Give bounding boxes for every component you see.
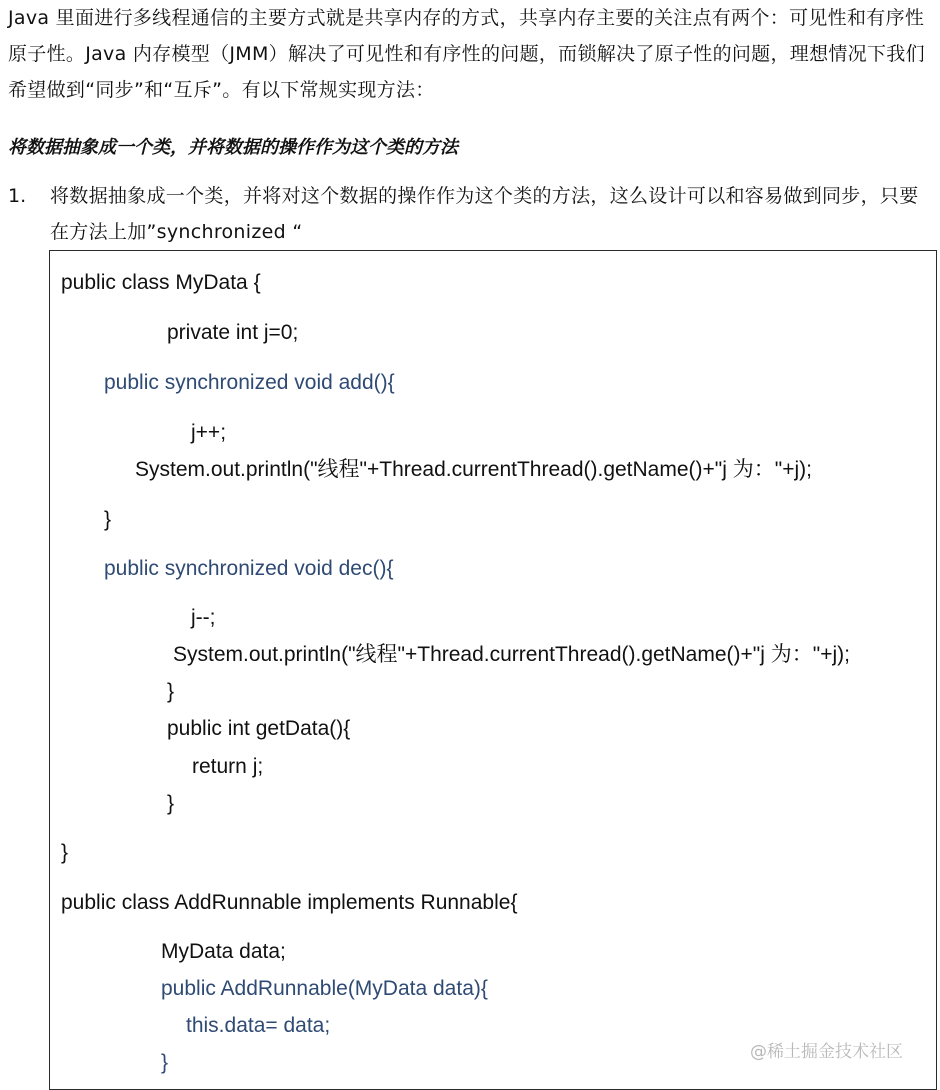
code-line: public int getData(){ bbox=[167, 717, 351, 740]
code-line: } bbox=[61, 841, 69, 864]
code-line: this.data= data; bbox=[186, 1014, 331, 1037]
code-line: public AddRunnable(MyData data){ bbox=[161, 977, 488, 1000]
watermark: @稀土掘金技术社区 bbox=[750, 1042, 903, 1062]
code-line: public synchronized void dec(){ bbox=[104, 557, 394, 580]
list-item-number: 1. bbox=[8, 185, 27, 207]
code-line: } bbox=[167, 792, 175, 815]
code-line: public class MyData { bbox=[61, 271, 261, 294]
section-heading: 将数据抽象成一个类，并将数据的操作作为这个类的方法 bbox=[8, 137, 458, 158]
code-line: System.out.println("线程"+Thread.currentThread().getName()+"j 为："+j); bbox=[135, 458, 812, 481]
code-line: System.out.println("线程"+Thread.currentThread().getName()+"j 为："+j); bbox=[173, 643, 850, 666]
list-item-text: 将数据抽象成一个类，并将对这个数据的操作作为这个类的方法，这么设计可以和容易做到同步，只要在方法上加”synchronized “ bbox=[50, 185, 919, 243]
code-line: MyData data; bbox=[161, 940, 286, 963]
code-line: } bbox=[167, 680, 175, 703]
code-line: j++; bbox=[191, 421, 227, 444]
code-line: private int j=0; bbox=[167, 321, 299, 344]
code-block bbox=[49, 250, 937, 1090]
intro-paragraph: Java 里面进行多线程通信的主要方式就是共享内存的方式，共享内存主要的关注点有两个：可见性和有序性原子性。Java 内存模型（JMM）解决了可见性和有序性的问题，而锁解决了原子性的问题，理想情况下我们希望做到“同步”和“互斥”。有以下常规实现方法： bbox=[8, 7, 925, 101]
code-line: public class AddRunnable implements Runnable{ bbox=[61, 891, 518, 914]
code-line: public synchronized void add(){ bbox=[104, 371, 395, 394]
code-line: } bbox=[161, 1051, 169, 1074]
code-line: j--; bbox=[191, 606, 216, 629]
code-line: return j; bbox=[192, 755, 264, 778]
code-line: } bbox=[104, 508, 112, 531]
